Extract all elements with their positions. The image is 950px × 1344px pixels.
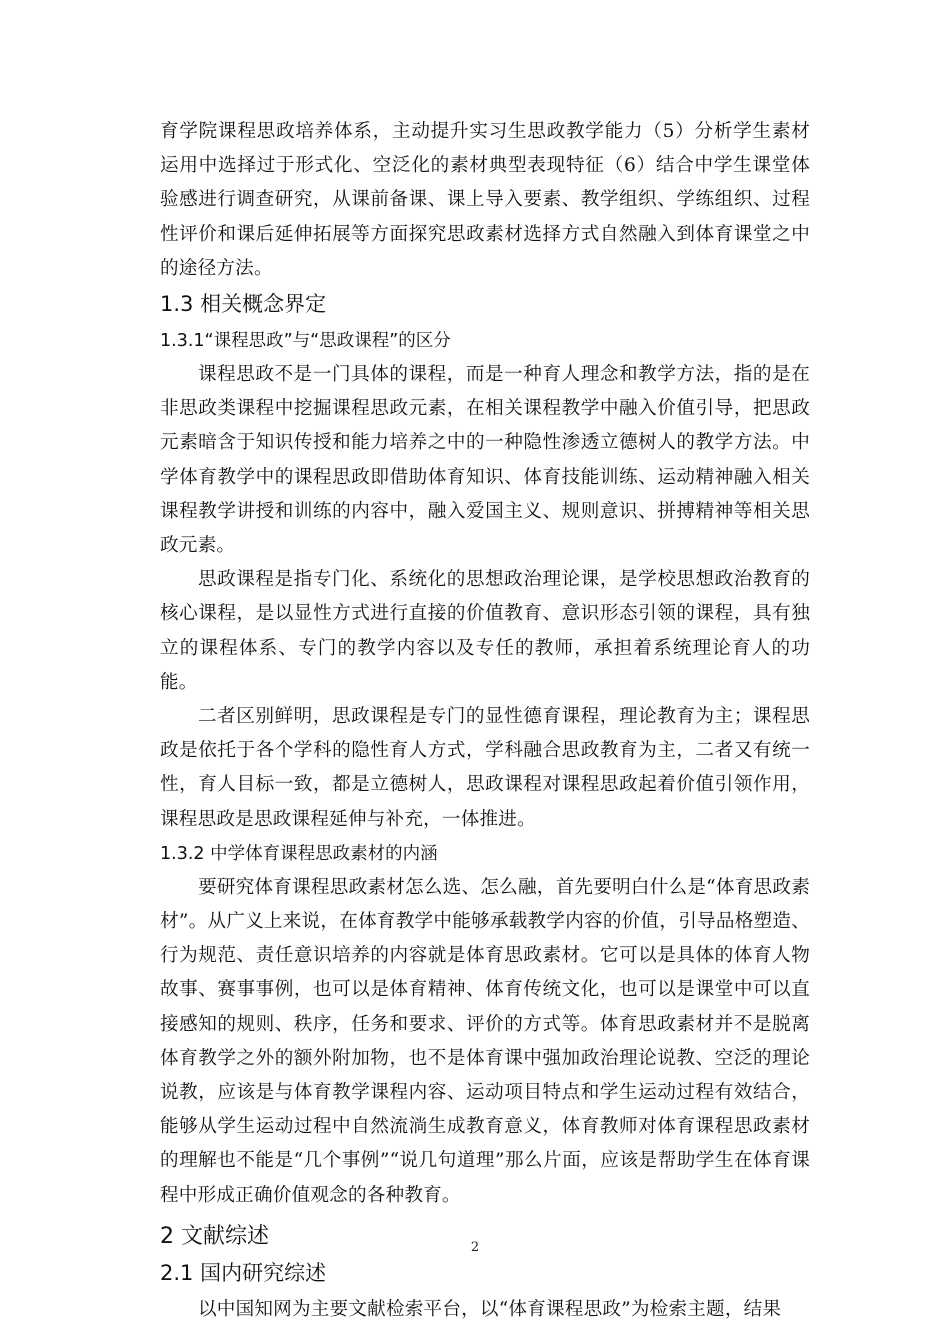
section-1-3-heading: 1.3 相关概念界定 [160,292,327,317]
section-1-3-1-heading: 1.3.1“课程思政”与“思政课程”的区分 [160,331,451,352]
body-paragraph: 课程思政不是一门具体的课程，而是一种育人理念和教学方法，指的是在非思政类课程中挖掘课程思政元素，在相关课程教学中融入价值引导，把思政元素暗含于知识传授和能力培养之中的一种隐性渗透立德树人的教学方法。中学体育教学中的课程思政即借助体育知识、体育技能训练、运动精神融入相关课程教学讲授和训练的内容中，融入爱国主义、规则意识、拼搏精神等相关思政元素。 [160,364,810,557]
page-body [160,115,810,1327]
section-1-3-2-heading: 1.3.2 中学体育课程思政素材的内涵 [160,843,438,864]
section-2-heading: 2 文献综述 [160,1223,269,1249]
page-number: 2 [470,1240,480,1255]
body-paragraph: 要研究体育课程思政素材怎么选、怎么融，首先要明白什么是“体育思政素材”。从广义上来说，在体育教学中能够承载教学内容的价值，引导品格塑造、行为规范、责任意识培养的内容就是体育思政素材。它可以是具体的体育人物故事、赛事事例，也可以是体育精神、体育传统文化，也可以是课堂中可以直接感知的规则、秩序，任务和要求、评价的方式等。体育思政素材并不是脱离体育教学之外的额外附加物，也不是体育课中强加政治理论说教、空泛的理论说教，应该是与体育教学课程内容、运动项目特点和学生运动过程有效结合，能够从学生运动过程中自然流淌生成教育意义，体育教师对体育课程思政素材的理解也不能是“几个事例”“说几句道理”那么片面，应该是帮助学生在体育课程中形成正确价值观念的各种教育。 [160,876,810,1206]
body-paragraph: 思政课程是指专门化、系统化的思想政治理论课，是学校思想政治教育的核心课程，是以显性方式进行直接的价值教育、意识形态引领的课程，具有独立的课程体系、专门的教学内容以及专任的教师，承担着系统理论育人的功能。 [160,569,810,693]
section-2-1-heading: 2.1 国内研究综述 [160,1260,327,1285]
body-paragraph: 二者区别鲜明，思政课程是专门的显性德育课程，理论教育为主；课程思政是依托于各个学科的隐性育人方式，学科融合思政教育为主，二者又有统一性，育人目标一致，都是立德树人，思政课程对课程思政起着价值引领作用，课程思政是思政课程延伸与补充，一体推进。 [160,706,810,830]
intro-paragraph: 育学院课程思政培养体系，主动提升实习生思政教学能力（5）分析学生素材运用中选择过于形式化、空泛化的素材典型表现特征（6）结合中学生课堂体验感进行调查研究，从课前备课、课上导入要素、教学组织、学练组织、过程性评价和课后延伸拓展等方面探究思政素材选择方式自然融入到体育课堂之中的途径方法。 [160,121,810,279]
body-paragraph: 以中国知网为主要文献检索平台，以“体育课程思政”为检索主题，结果 [198,1298,782,1320]
